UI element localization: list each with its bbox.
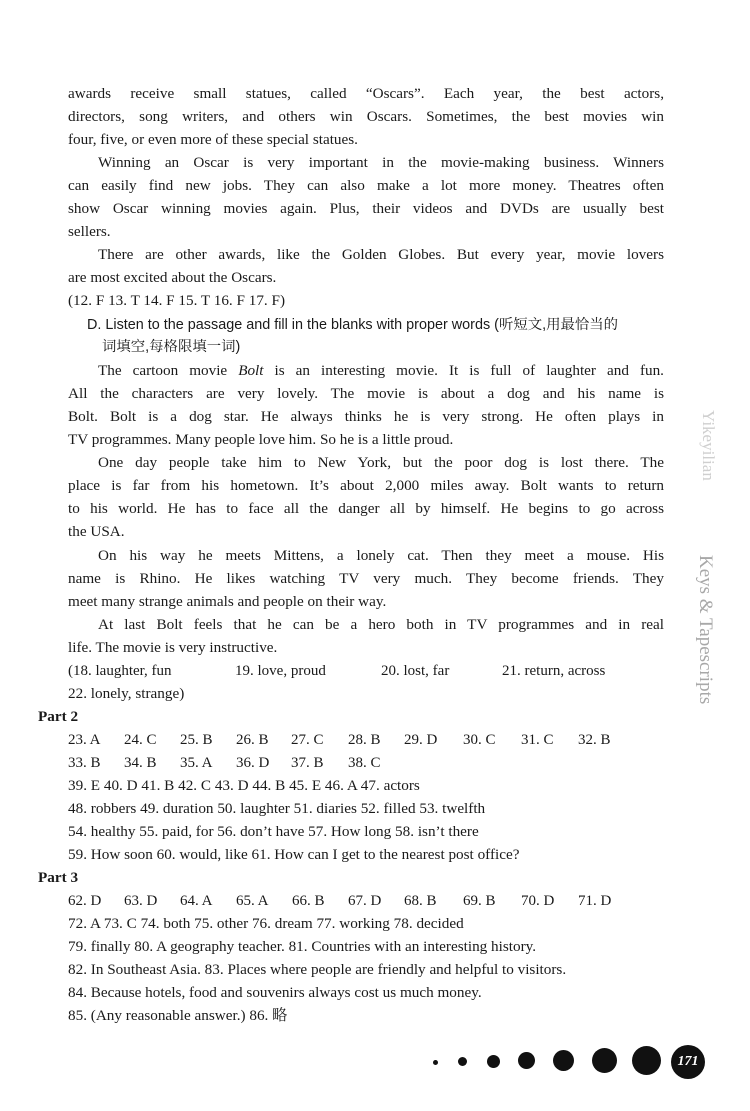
dot-decoration <box>518 1052 535 1069</box>
tapescript-line: TV programmes. Many people love him. So he is a little proud. <box>68 431 454 448</box>
answer-item: 65. A <box>236 893 269 909</box>
answer-item: 37. B <box>291 755 324 771</box>
answer-item: 70. D <box>521 893 555 909</box>
part-2-line: 54. healthy 55. paid, for 56. don’t have 57. How long 58. isn’t there <box>68 823 479 840</box>
part-3-row <box>68 891 664 911</box>
passage-line: directors, song writers, and others win Oscars. Sometimes, the best movies win <box>68 108 664 125</box>
answer-item: 20. lost, far <box>381 663 450 679</box>
part-3-line: 79. finally 80. A geography teacher. 81. Countries with an interesting history. <box>68 938 537 955</box>
part-2-line: 48. robbers 49. duration 50. laughter 51. diaries 52. filled 53. twelfth <box>68 800 486 817</box>
answer-item: 35. A <box>180 755 213 771</box>
answer-item: 69. B <box>463 893 496 909</box>
dot-decoration <box>592 1048 617 1073</box>
part-2-heading: Part 2 <box>38 708 79 725</box>
section-d-instruction: D. Listen to the passage and fill in the blanks with proper words (听短文,用最恰当的 <box>87 317 619 333</box>
answer-item: 31. C <box>521 732 554 748</box>
answer-item: (18. laughter, fun <box>68 663 172 679</box>
passage-line: show Oscar winning movies again. Plus, their videos and DVDs are usually best <box>68 200 664 217</box>
answer-item: 66. B <box>292 893 325 909</box>
answer-item: 36. D <box>236 755 270 771</box>
tapescript-line: place is far from his hometown. It’s about 2,000 miles away. Bolt wants to return <box>68 477 664 494</box>
answer-item: 26. B <box>236 732 269 748</box>
answer-item: 19. love, proud <box>235 663 326 679</box>
dot-decoration <box>487 1055 500 1068</box>
answer-item: 25. B <box>180 732 213 748</box>
text-segment: The cartoon movie <box>98 362 239 379</box>
answer-item: 71. D <box>578 893 612 909</box>
side-brand: Yikeyilian <box>699 410 718 481</box>
side-section-label: Keys & Tapescripts <box>695 555 716 705</box>
tapescript-line: All the characters are very lovely. The movie is about a dog and his name is <box>68 385 664 402</box>
passage-line: four, five, or even more of these special statues. <box>68 131 358 148</box>
answer-item: 62. D <box>68 893 102 909</box>
passage-line: sellers. <box>68 223 111 240</box>
part-3-heading: Part 3 <box>38 869 79 886</box>
answer-item: 63. D <box>124 893 158 909</box>
part-3-line: 72. A 73. C 74. both 75. other 76. dream 77. working 78. decided <box>68 915 464 932</box>
text-segment: is an interesting movie. It is full of laughter and fun. <box>263 362 664 379</box>
answer-item: 21. return, across <box>502 663 606 679</box>
movie-title: Bolt <box>238 362 264 379</box>
tapescript-line: One day people take him to New York, but the poor dog is lost there. The <box>98 454 664 471</box>
answer-item: 29. D <box>404 732 438 748</box>
section-d-instruction-cont: 词填空,每格限填一词) <box>102 339 241 355</box>
answer-item: 64. A <box>180 893 213 909</box>
tapescript-line: life. The movie is very instructive. <box>68 639 278 656</box>
part-3-line: 85. (Any reasonable answer.) 86. 略 <box>68 1007 288 1024</box>
passage-line: are most excited about the Oscars. <box>68 269 277 286</box>
dot-decoration <box>458 1057 467 1066</box>
tapescript-line: name is Rhino. He likes watching TV very much. They become friends. They <box>68 570 664 587</box>
answers-d-cont: 22. lonely, strange) <box>68 685 185 702</box>
page-number: 171 <box>671 1045 705 1079</box>
passage-line: can easily find new jobs. They can also make a lot more money. Theatres often <box>68 177 664 194</box>
answers-c: (12. F 13. T 14. F 15. T 16. F 17. F) <box>68 292 286 309</box>
passage-line: Winning an Oscar is very important in the movie-making business. Winners <box>98 154 664 171</box>
tapescript-line: to his world. He has to face all the danger all by himself. He begins to go across <box>68 500 664 517</box>
tapescript-first-line <box>68 361 664 381</box>
tapescript-line: meet many strange animals and people on their way. <box>68 593 387 610</box>
part-2-line: 39. E 40. D 41. B 42. C 43. D 44. B 45. E 46. A 47. actors <box>68 777 420 794</box>
part-2-line: 59. How soon 60. would, like 61. How can I get to the nearest post office? <box>68 846 520 863</box>
answer-item: 68. B <box>404 893 437 909</box>
answer-item: 27. C <box>291 732 324 748</box>
passage-line: awards receive small statues, called “Oscars”. Each year, the best actors, <box>68 85 664 102</box>
tapescript-line: At last Bolt feels that he can be a hero both in TV programmes and in real <box>98 616 664 633</box>
answer-item: 30. C <box>463 732 496 748</box>
answer-item: 34. B <box>124 755 157 771</box>
dot-decoration <box>433 1060 438 1065</box>
answer-item: 23. A <box>68 732 101 748</box>
answers-d-row <box>68 661 664 681</box>
answer-item: 28. B <box>348 732 381 748</box>
part-3-line: 82. In Southeast Asia. 83. Places where people are friendly and helpful to visitors. <box>68 961 567 978</box>
tapescript-line: On his way he meets Mittens, a lonely cat. Then they meet a mouse. His <box>98 547 664 564</box>
answer-item: 33. B <box>68 755 101 771</box>
answer-item: 24. C <box>124 732 157 748</box>
answer-item: 67. D <box>348 893 382 909</box>
part-2-row <box>68 730 664 750</box>
tapescript-line: the USA. <box>68 523 125 540</box>
dot-decoration <box>632 1046 661 1075</box>
dot-decoration <box>553 1050 574 1071</box>
tapescript-line: Bolt. Bolt is a dog star. He always thinks he is very strong. He often plays in <box>68 408 664 425</box>
answer-item: 38. C <box>348 755 381 771</box>
part-3-line: 84. Because hotels, food and souvenirs always cost us much money. <box>68 984 482 1001</box>
part-2-row <box>68 753 664 773</box>
passage-line: There are other awards, like the Golden Globes. But every year, movie lovers <box>98 246 664 263</box>
answer-item: 32. B <box>578 732 611 748</box>
